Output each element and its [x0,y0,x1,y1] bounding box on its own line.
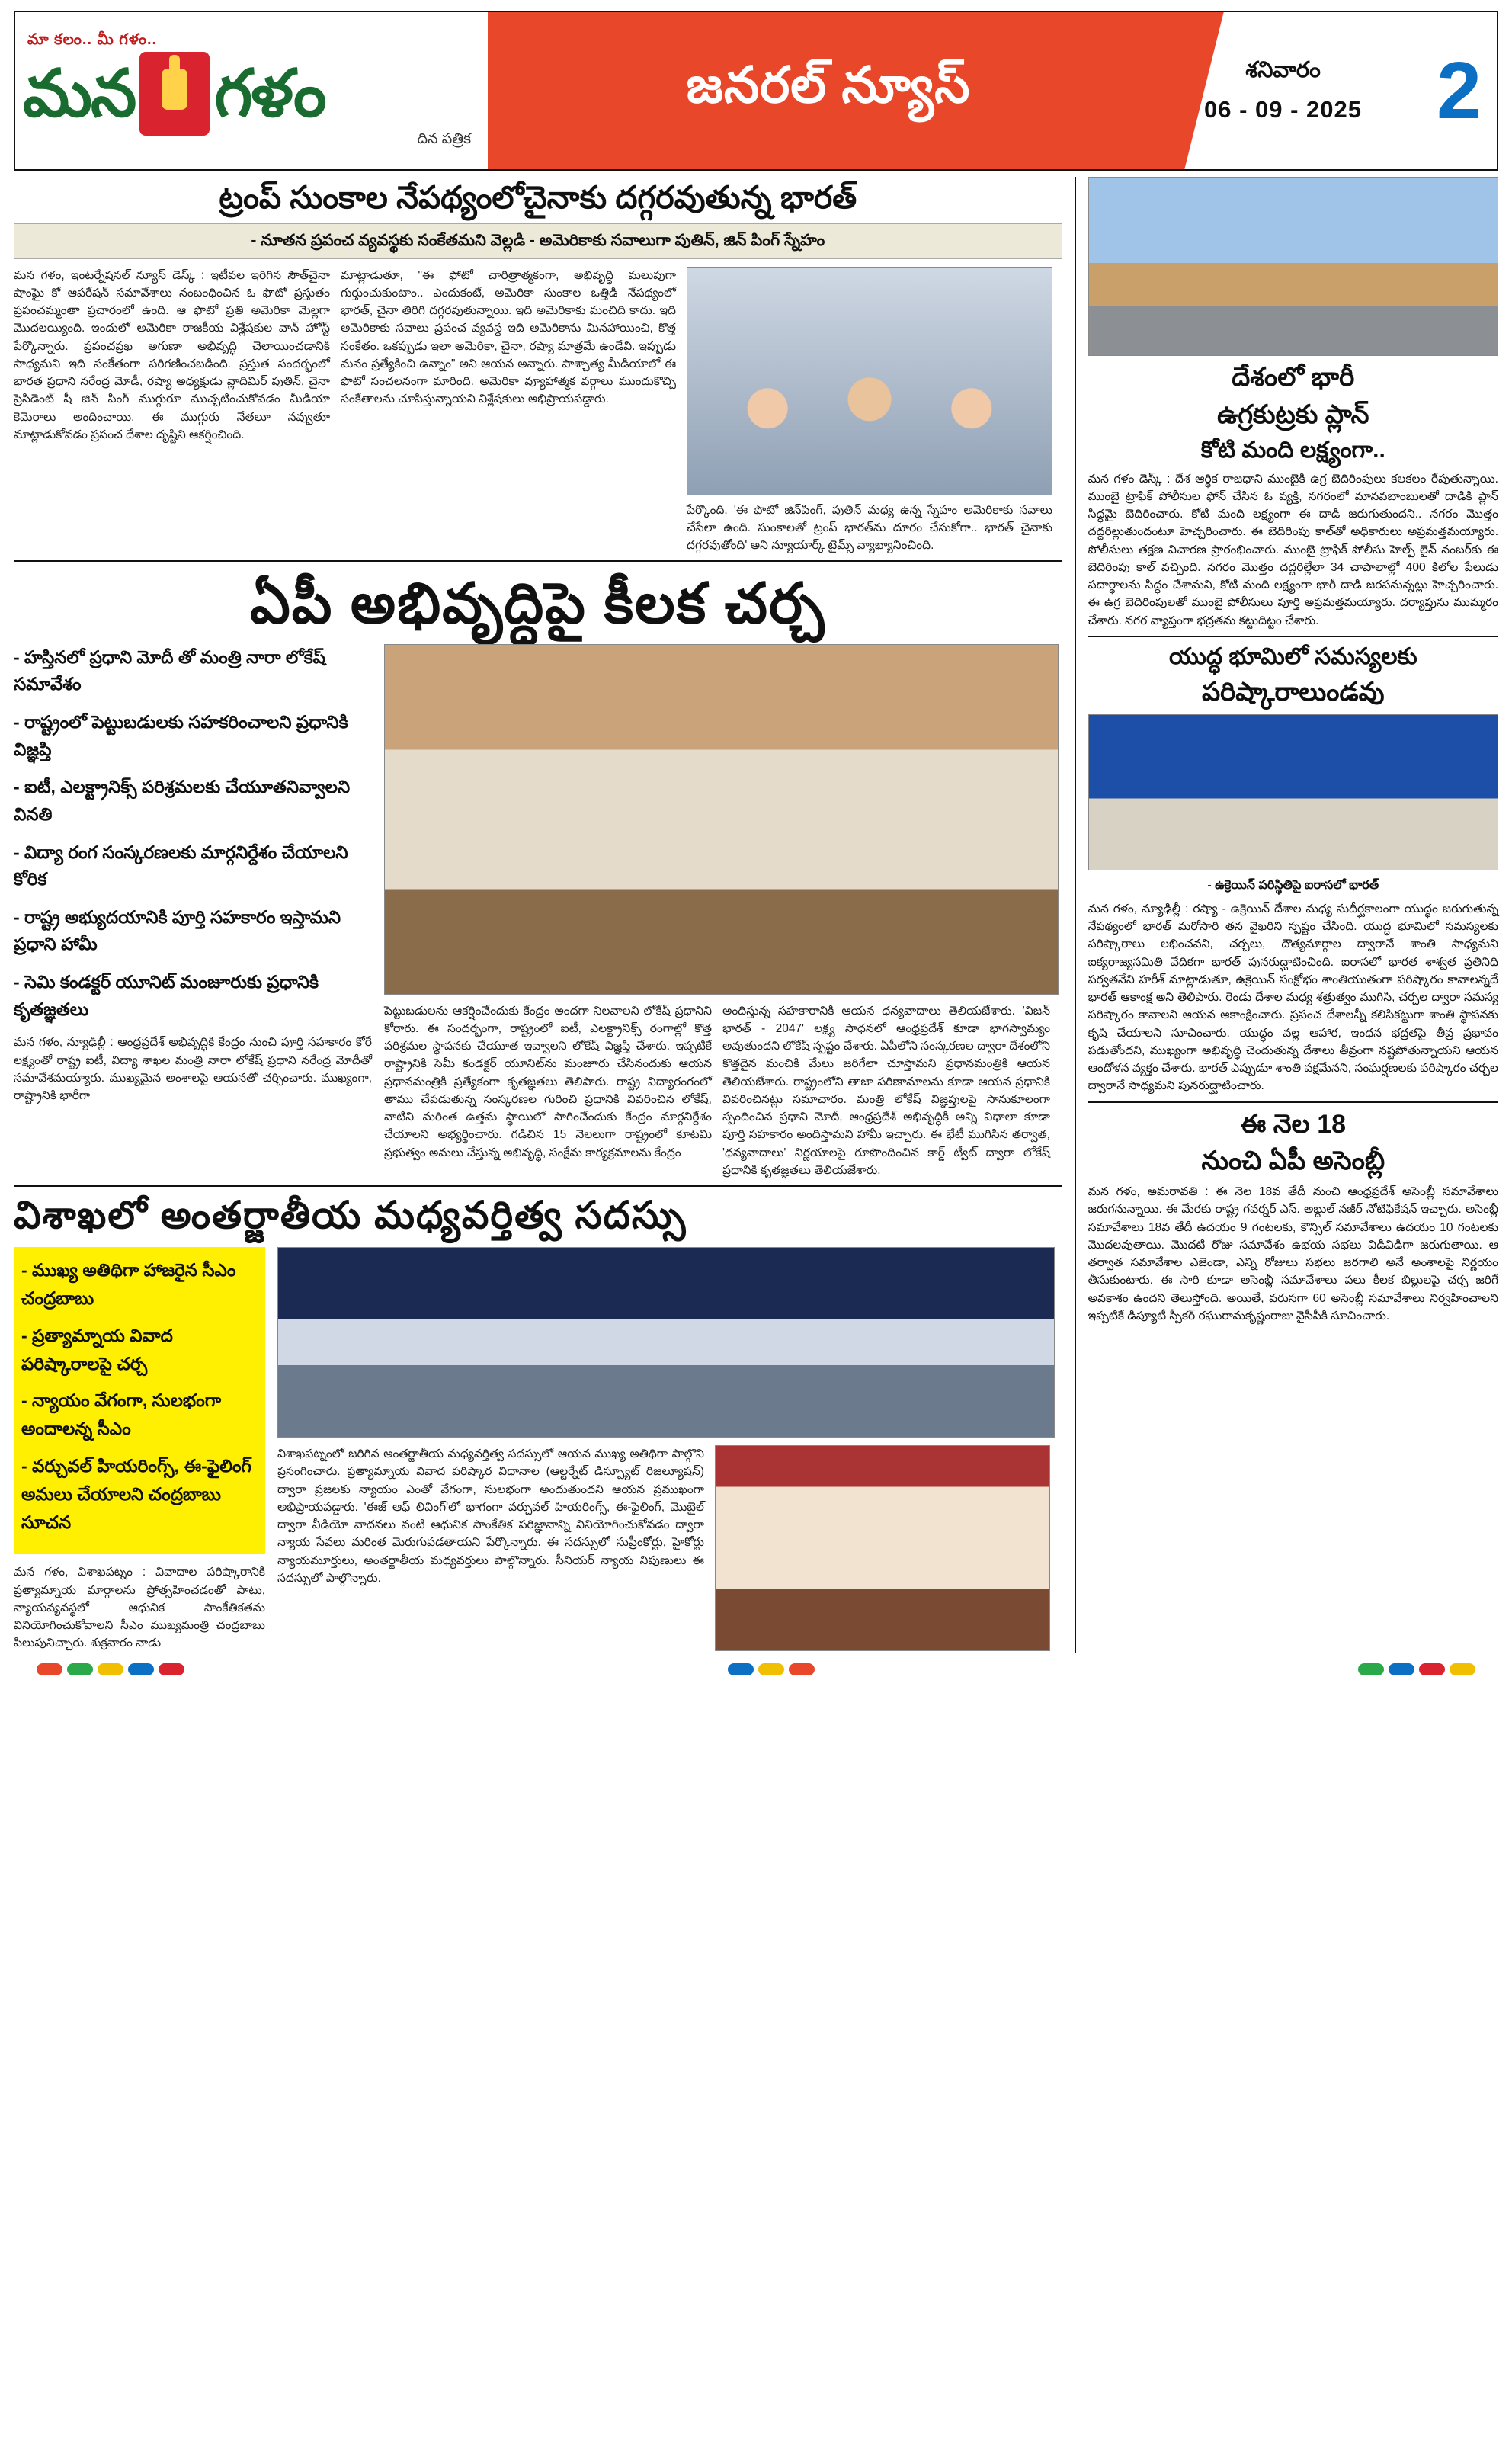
brand-word-right: గళం [214,56,325,130]
side2-headline-2: పరిష్కారాలుండవు [1201,677,1385,707]
divider-1 [14,560,1062,562]
article2-right [384,644,1059,1180]
page-body [14,177,1498,1653]
article2-top [14,644,1062,1180]
side3-headline-2: నుంచి ఏపీ అసెంబ్లీ [1201,1146,1385,1176]
footer-dots-right [1358,1663,1475,1675]
divider-2 [14,1185,1062,1187]
side2-caption: - ఉక్రెయిన్ పరిస్థితిపై ఐరాసలో భారత్ [1207,878,1379,892]
article2-headline: ఏపీ అభివృద్ధిపై కీలక చర్చ [250,572,826,636]
article3-right [277,1247,1055,1652]
article3-lead-note: మన గళం, విశాఖపట్నం : వివాదాల పరిష్కారానికి ప్రత్యామ్నాయ మార్గాలను ప్రోత్సహించడంతో పాటు, న్యాయవ్యవస్థలో ఆధునిక సాంకేతికతను వినియోగించుకోవాలని సీఎం ముఖ్యమంత్రి చంద్రబాబు పిలుపునిచ్చారు. శుక్రవారం నాడు [14,1566,265,1650]
masthead-logo [15,12,488,169]
article3-lower [277,1445,1055,1651]
masthead [14,11,1498,171]
side-column [1076,177,1498,1653]
article-mediation-conference [14,1194,1062,1652]
footer-dots-left [37,1663,184,1675]
color-dot [159,1663,184,1675]
weekday: శనివారం [1245,58,1321,82]
bullet-item: - సెమి కండక్టర్ యూనిట్ మంజూరుకు ప్రధానికి కృతజ్ఞతలు [14,972,319,1019]
section-title-text: జనరల్ న్యూస్ [686,56,971,113]
side2-headline-1: యుద్ధ భూమిలో సమస్యలకు [1168,643,1418,669]
article2-bullets-wrap [14,644,372,1180]
side1-headline-2: ఉగ్రకుట్రకు ప్లాన్ [1217,399,1369,429]
article2-col2: అందిస్తున్న సహకారానికి ఆయన ధన్యవాదాలు తెలియజేశారు. 'విజన్ భారత్ - 2047' లక్ష్య సాధనలో ఆంధ్రప్రదేశ్ కూడా భాగస్వామ్యం అవుతుందని లోకేష్ స్పష్టం చేశారు. ఏపీలోని సంస్కరణల ద్వారా దేశంలోని కొత్తదైన మంచికి మేలు జరిగేలా చూస్తామని ప్రధానమంత్రికి ఆయన తెలియజేశారు. రాష్ట్రంలోని తాజా పరిణామాలను కూడా ఆయన ప్రధానికి వివరించినట్లు సమాచారం. మంత్రి లోకేష్ విజ్ఞప్తులపై సానుకూలంగా స్పందించిన ప్రధాని మోదీ, ఆంధ్రప్రదేశ్ అభివృద్ధికి అన్ని విధాలా కూడా పూర్తి సహకారం అందిస్తామని హామీ ఇచ్చారు. ఈ భేటీ ముగిసిన తర్వాత, 'ధన్యవాదాలు' నిర్ణయాలపై రూపొందించిన కార్డ్ ట్వీట్ ద్వారా లోకేష్ ప్రధానికి కృతజ్ఞతలు తెలియజేశారు. [722,1004,1050,1177]
article1-headline: ట్రంప్ సుంకాల నేపథ్యంలోచైనాకు దగ్గరవుతున్న భారత్ [219,180,857,215]
color-dot [67,1663,93,1675]
article2-bullets [14,644,372,1024]
color-dot [758,1663,784,1675]
brand-word-left: మన [23,56,136,130]
side1-text: మన గళం డెస్క్ : దేశ ఆర్థిక రాజధాని ముంబైకి ఉగ్ర బెదిరింపులు కలకలం రేపుతున్నాయి. ముంబై ట్రాఫిక్ పోలీసుల ఫోన్ చేసిన ఓ వ్యక్తి, నగరంలో మానవబాంబులతో దాడికి ప్లాన్ సిద్ధమై బెదిరించారు. కోటి మంది లక్ష్యంగా ఈ దాడి జరుగుతుందని.. నగరం మొత్తం దద్దరిల్లుతుందంటూ హెచ్చరించారు. ఈ బెదిరింపు కాల్‌తో అధికారులు అప్రమత్తమయ్యారు. పోలీసులు తక్షణ విచారణ ప్రారంభించారు. ముంబై ట్రాఫిక్ పోలీసు హెల్ప్ లైన్ నంబర్‌కు ఈ బెదిరింపు కాల్ వచ్చింది. నగరం మొత్తం దద్దరిల్లేలా 34 చాపాలాల్లో 400 కిలోల పేలుడు పదార్థాలను సిద్ధం చేశామని, కోటి మంది లక్ష్యంగా భారీ దాడి జరపనున్నట్లు హెచ్చరించారు. ఈ ఉగ్ర బెదిరింపులతో ముంబై పోలీసులు పూర్తి అప్రమత్తమయ్యారు. దర్యాప్తును ముమ్మరం చేశారు. నగర వ్యాప్తంగా భద్రతను కట్టుదిట్టం చేశారు. [1088,472,1498,627]
point-item: - వర్చువల్ హియరింగ్స్, ఈ-ఫైలింగ్ అమలు చేయాలని చంద్రబాబు సూచన [21,1456,251,1532]
side3-headline-1: ఈ నెల 18 [1240,1109,1347,1139]
article3-body [14,1247,1062,1652]
bullet-item: - హస్తినలో ప్రధాని మోదీ తో మంత్రి నారా లోకేష్ సమావేశం [14,646,326,694]
footer-color-bars [14,1663,1498,1675]
article2-col1: పెట్టుబడులను ఆకర్షించేందుకు కేంద్రం అందగా నిలవాలని లోకేష్ ప్రధానిని కోరారు. ఈ సందర్భంగా, రాష్ట్రంలో ఐటీ, ఎలక్ట్రానిక్స్ రంగాల్లో కొత్త పరిశ్రమల స్థాపనకు చేయూత ఇవ్వాలని లోకేష్ విజ్ఞప్తి చేశారు. ఇప్పటికే రాష్ట్రానికి సెమీ కండక్టర్ యూనిట్‌ను మంజూరు చేసినందుకు ఆయన ప్రధానమంత్రికి ప్రత్యేకంగా కృతజ్ఞతలు తెలిపారు. రాష్ట్ర విద్యారంగంలో తాము చేపడుతున్న సంస్కరణల గురించి ప్రధానికి వివరించిన లోకేష్, వాటిని మరింత ఉత్తమ స్థాయిలో సాగించేందుకు కేంద్రం మార్గనిర్దేశం చేయాలని అభ్యర్థించారు. గడిచిన 15 నెలలుగా రాష్ట్రంలో కూటమి ప్రభుత్వం అమలు చేస్తున్న అభివృద్ధి, సంక్షేమ కార్యక్రమాలను కేంద్రం [384,1004,712,1159]
page-number: 2 [1437,46,1482,136]
color-dot [789,1663,815,1675]
masthead-tagline: మా కలం.. మీ గళం.. [27,30,158,48]
bullet-item: - ఐటీ, ఎలక్ట్రానిక్స్ పరిశ్రమలకు చేయూతనివ్వాలని వినతి [14,777,351,824]
divider-side-2 [1088,1101,1498,1103]
article1-photo-caption: పేర్కొంది. 'ఈ ఫొటో జిన్‌పింగ్, పుతిన్ మధ్య ఉన్న స్నేహం అమెరికాకు సవాలు చేసేలా ఉంది. సుంకాలతో ట్రంప్ భారత్‌ను దూరం చేసుకోగా.. భారత్ చైనాకు దగ్గరవుతోంది' అని న్యూయార్క్ టైమ్స్ వ్యాఖ్యానించింది. [687,503,1052,553]
color-dot [37,1663,62,1675]
footer-dots-mid [728,1663,815,1675]
article2-columns [384,1002,1059,1180]
color-dot [98,1663,123,1675]
point-item: - న్యాయం వేగంగా, సులభంగా అందాలన్న సీఎం [21,1390,222,1439]
bullet-item: - రాష్ట్రంలో పెట్టుబడులకు సహకరించాలని ప్రధానికి విజ్ఞప్తి [14,712,348,759]
side3-text: మన గళం, అమరావతి : ఈ నెల 18వ తేదీ నుంచి ఆంధ్రప్రదేశ్ అసెంబ్లీ సమావేశాలు జరుగనున్నాయి. ఈ మేరకు రాష్ట్ర గవర్నర్ ఎస్. అబ్దుల్ నజీర్ నోటిఫికేషన్ ఇచ్చారు. అసెంబ్లీ సమావేశాలు 18వ తేదీ ఉదయం 9 గంటలకు, కౌన్సిల్ సమావేశాలు ఉదయం 10 గంటలకు మొదలవుతాయి. మొదటి రోజు సమావేశం ఉభయ సభలు విడివిడిగా జరుగుతాయి. ఆ తర్వాత సమావేశాల ఎజెండా, ఎన్ని రోజులు సభలు జరగాలి అనే అంశాలపై నిర్ణయం తీసుకుంటారు. ఈ సారి కూడా అసెంబ్లీ సమావేశాలు పలు కీలక బిల్లులపై చర్చ జరిగే అవకాశం ఉందని తెలుస్తోంది. అయితే, వరుసగా 60 అసెంబ్లీ సమావేశాలు నిర్వహించాలని ఇప్పటికే డిప్యూటీ స్పీకర్ రఘురామకృష్ణంరాజు వైసీపీకి సూచించారు. [1088,1185,1498,1322]
article1-columns [14,267,1062,555]
article1-col2-wrap [341,267,676,555]
photo-un-ambassador [1088,714,1498,870]
photo-lokesh-modi-meeting [384,644,1059,995]
article-ap-development [14,572,1062,1179]
masthead-section-title [488,12,1169,169]
masthead-subtitle: దిన పత్రిక [417,130,471,147]
article3-left [14,1247,265,1652]
photo-putin-modi-xi [687,267,1052,495]
bullet-item: - రాష్ట్ర అభ్యుదయానికి పూర్తి సహకారం ఇస్తామని ప్రధాని హామీ [14,906,341,954]
point-item: - ప్రత్యామ్నాయ వివాద పరిష్కారాలపై చర్చ [21,1325,173,1374]
point-item: - ముఖ్య అతిథిగా హాజరైన సీఎం చంద్రబాబు [21,1260,236,1309]
color-dot [1450,1663,1475,1675]
main-column [14,177,1076,1653]
article1-col1: మన గళం, ఇంటర్నేషనల్ న్యూస్ డెస్క్ : ఇటీవల ఇరిగిన సౌత్‌చైనా షాంఘై కో ఆపరేషన్ సమావేశాలు నంబంధించిన ఓ ఫొటో ప్రస్తుతం ప్రపంచమ్మంతా ప్రచారంలో ఉంది. ఆ ఫొటో ప్రతి అమెరికా మెల్లగా మొదలయ్యింది. ఇందులో అమెరికా రాజకీయ విశ్లేషకుల వాన్ హోస్ట్ పేర్కొన్నారు. ప్రపంచప్రఖ అగుణా అభివృద్ధి చెలాయించడానికి సాధ్యమని ఇది సంకేతంగా పరిగణించబడింది. ప్రస్తుత సందర్భంలో భారత ప్రధాని నరేంద్ర మోడీ, రష్యా అధ్యక్షుడు వ్లాదిమిర్ పుతిన్, చైనా ప్రెసిడెంట్ షీ జిన్ పింగ్ ముగ్గురూ ముచ్చటించుకోవడం మీడియా కెమెరాలు అందించాయి. ఈ ముగ్గురు నేతలూ నవ్వుతూ మాట్లాడుకోవడం ప్రపంచ దేశాల దృష్టిని ఆకర్షించింది. [14,268,330,441]
article3-col1: విశాఖపట్నంలో జరిగిన అంతర్జాతీయ మధ్యవర్తిత్వ సదస్సులో ఆయన ముఖ్య అతిథిగా పాల్గొని ప్రసంగించారు. ప్రత్యామ్నాయ వివాద పరిష్కార విధానాల (ఆల్టర్నేట్ డిస్ప్యూట్ రిజల్యూషన్) ద్వారా ప్రజలకు న్యాయం ఎంతో వేగంగా, సులభంగా అందుతుందని ఆయన ప్రముఖంగా అభిప్రాయపడ్డారు. 'ఈజ్ ఆఫ్ లివింగ్'లో భాగంగా వర్చువల్ హియరింగ్స్, ఈ-ఫైలింగ్, మొబైల్ ద్వారా వీడియో వాదనలు వంటి ఆధునిక సాంకేతిక పరిజ్ఞానాన్ని వినియోగించుకోవడం ద్వారా న్యాయ సేవలు మరింత మెరుగుపడతాయని పేర్కొన్నారు. ఈ సదస్సులో సుప్రీంకోర్టు, హైకోర్టు న్యాయమూర్తులు, అంతర్జాతీయ మధ్యవర్తులు పాల్గొన్నారు. సీనియర్ న్యాయ నిపుణులు ఈ సదస్సులో పాల్గొన్నారు. [277,1448,704,1585]
masthead-brand [23,52,480,136]
side1-headline-1: దేశంలో భారీ [1232,363,1355,392]
article1-subhead: - నూతన ప్రపంచ వ్యవస్థకు సంకేతమని వెల్లడి - అమెరికాకు సవాలుగా పుతిన్, జిన్ పింగ్ స్నేహం [14,223,1062,258]
article3-key-points [14,1247,265,1554]
color-dot [728,1663,754,1675]
article3-headline: విశాఖలో అంతర్జాతీయ మధ్యవర్తిత్వ సదస్సు [14,1194,687,1237]
date: 06 - 09 - 2025 [1204,96,1363,123]
photo-mediation-conference-stage [277,1247,1055,1438]
article1-col2: మాట్లాడుతూ, "ఈ ఫోటో చారిత్రాత్మకంగా, అభివృద్ధి మలుపుగా గుర్తుంచుకుంటాం.. ఎందుకంటే, అమెరికా సుంకాల ఒత్తిడి నేపథ్యంలో భారత్, చైనా తిరిగి దగ్గరవుతున్నాయి. ఇది అమెరికాకు మంచిది కాదు. ఇది అమెరికాకు సవాలు ప్రపంచ వ్యవస్థ ఇది అమెరికాను మినహాయించి, కొత్త సంకేతం. ఒకప్పుడు ఇలా అమెరికా, చైనా, రష్యా మాత్రమే ఉండేవి. ఇప్పుడు మనం ప్రత్యేకించి ఉన్నాం" అని ఆయన అన్నారు. పాశ్చాత్య మీడియాలో ఈ ఫొటో సంచలనంగా మారింది. అమెరికా వ్యూహాత్మక వర్గాలు ముందుకొచ్చి సంకేతాలను చూపిస్తున్నాయని విశ్లేషకులు అభిప్రాయపడ్డారు. [341,268,676,406]
color-dot [1389,1663,1414,1675]
fist-icon [139,52,210,136]
side1-headline-3: కోటి మంది లక్ష్యంగా.. [1200,437,1385,463]
article2-lead-note: మన గళం, న్యూఢిల్లీ : ఆంధ్రప్రదేశ్ అభివృద్ధికి కేంద్రం నుంచి పూర్తి సహకారం కోరే లక్ష్యంతో రాష్ట్ర ఐటీ, విద్యా శాఖల మంత్రి నారా లోకేష్ ప్రధాని నరేంద్ర మోదీతో సమావేశమయ్యారు. ముఖ్యమైన అంశాలపై ఆయనతో చర్చించారు. ముఖ్యంగా, రాష్ట్రానికి భారీగా [14,1036,372,1103]
article-trump-tariffs [14,180,1062,554]
color-dot [1419,1663,1445,1675]
photo-gateway-of-india-police [1088,177,1498,356]
masthead-dateblock [1169,12,1497,169]
photo-chandrababu-speaking [715,1445,1050,1651]
divider-side-1 [1088,636,1498,637]
article1-photo-wrap [687,267,1052,555]
date-block [1204,58,1362,123]
color-dot [128,1663,154,1675]
bullet-item: - విద్యా రంగ సంస్కరణలకు మార్గనిర్దేశం చేయాలని కోరిక [14,842,348,890]
article3-photo2-wrap [715,1445,1050,1651]
side2-text: మన గళం, న్యూఢిల్లీ : రష్యా - ఉక్రెయిన్ దేశాల మధ్య సుదీర్ఘకాలంగా యుద్ధం జరుగుతున్న నేపథ్యంలో భారత్ మరోసారి తన వైఖరిని స్పష్టం చేసింది. యుద్ధ భూమిలో సమస్యలకు పరిష్కారాలు లభించవని, చర్చలు, దౌత్యమార్గాల ద్వారానే శాంతి సాధ్యమని ఐక్యరాజ్యసమితి వేదికగా భారత్ పునరుద్ఘాటించింది. ఐరాసలో భారత శాశ్వత ప్రతినిధి పర్వతనేని హరీశ్ మాట్లాడుతూ, ఉక్రెయిన్ సంక్షోభం శాంతియుతంగా పరిష్కారం కావాలన్నదే భారత్ ఆకాంక్ష అని తెలిపారు. రెండు దేశాల మధ్య శత్రుత్వం ముగిసి, చర్చల ద్వారా సమస్య పరిష్కారం కావాలని ఆయన ఆకాంక్షించారు. ప్రపంచ దేశాలన్నీ కలిసికట్టుగా శాంతి స్థాపనకు కృషి చేయాలని సూచించారు. యుద్ధం వల్ల ఆహార, ఇంధన భద్రతపై తీవ్ర ప్రభావం పడుతోందని, ముఖ్యంగా అభివృద్ధి చెందుతున్న దేశాలు తీవ్రంగా నష్టపోతున్నాయని ఆయన ఆందోళన వ్యక్తం చేశారు. భారత్ ఎప్పుడూ శాంతి పక్షమేనని, సంఘర్షణలకు పరిష్కారం చర్చల ద్వారానే సాధ్యమని పునరుద్ఘాటించారు. [1088,902,1498,1093]
color-dot [1358,1663,1384,1675]
